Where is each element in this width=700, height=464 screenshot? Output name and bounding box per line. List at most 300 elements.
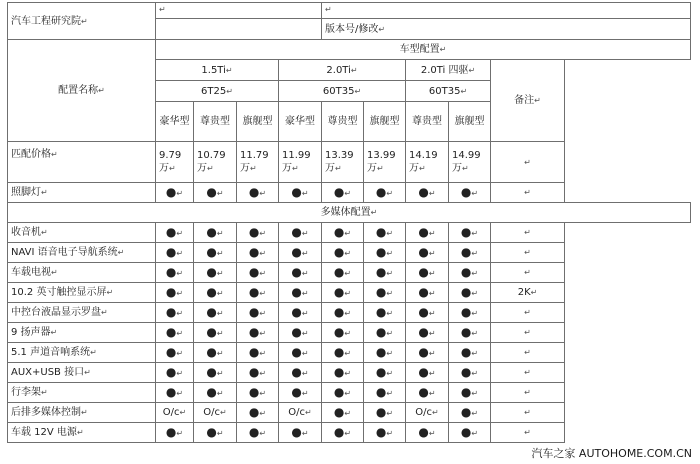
price-unit: [282, 162, 318, 175]
standard-dot: ●: [375, 364, 387, 379]
feature-value: [364, 403, 406, 423]
feature-value: [194, 403, 237, 423]
paragraph-mark: ↵: [50, 328, 58, 337]
paragraph-mark: ↵: [386, 308, 394, 318]
feature-value: [237, 383, 279, 403]
paragraph-mark: ↵: [344, 188, 352, 198]
feature-value: [322, 363, 364, 383]
paragraph-mark: ↵: [386, 408, 394, 418]
paragraph-mark: ↵: [51, 268, 58, 277]
paragraph-mark: ↵: [101, 308, 108, 317]
standard-dot: ●: [375, 264, 387, 279]
paragraph-mark: ↵: [428, 428, 436, 438]
paragraph-mark: ↵: [216, 248, 224, 258]
standard-dot: ●: [333, 404, 345, 419]
feature-row: [8, 383, 691, 403]
standard-dot: ●: [291, 424, 302, 439]
paragraph-mark: ↵: [524, 408, 531, 417]
paragraph-mark: ↵: [471, 248, 479, 258]
paragraph-mark: ↵: [176, 428, 184, 438]
standard-dot: ●: [248, 364, 260, 379]
feature-value: [194, 263, 237, 283]
paragraph-mark: ↵: [216, 308, 224, 318]
standard-dot: ●: [165, 184, 177, 199]
paragraph-mark: ↵: [259, 328, 267, 338]
feature-value: [406, 383, 449, 403]
paragraph-mark: ↵: [301, 388, 309, 398]
paragraph-mark: ↵: [524, 388, 531, 397]
optional-mark: O/c: [203, 407, 221, 418]
standard-dot: ●: [460, 364, 472, 379]
paragraph-mark: ↵: [471, 268, 479, 278]
standard-dot: ●: [248, 304, 260, 319]
feature-value: [364, 263, 406, 283]
standard-dot: ●: [291, 324, 302, 339]
paragraph-mark: ↵: [301, 328, 309, 338]
price-cell: [449, 142, 491, 183]
feature-value: [194, 363, 237, 383]
paragraph-mark: ↵: [301, 188, 309, 198]
feature-value: [156, 263, 194, 283]
paragraph-mark: ↵: [344, 408, 352, 418]
paragraph-mark: ↵: [301, 248, 309, 258]
standard-dot: ●: [418, 184, 429, 199]
feature-value: [194, 343, 237, 363]
price-label-text: 匹配价格: [11, 149, 51, 160]
standard-dot: ●: [291, 244, 302, 259]
trim-cell: 尊贵型: [406, 102, 449, 142]
standard-dot: ●: [418, 264, 429, 279]
feature-value: [364, 383, 406, 403]
feature-value: [194, 303, 237, 323]
feature-row: [8, 323, 691, 343]
paragraph-mark: ↵: [471, 188, 479, 198]
standard-dot: ●: [375, 304, 387, 319]
paragraph-mark: ↵: [301, 428, 309, 438]
standard-dot: ●: [206, 304, 217, 319]
trim-cell: 豪华型: [279, 102, 322, 142]
paragraph-mark: ↵: [259, 188, 267, 198]
price-unit-text: 万: [240, 163, 250, 174]
paragraph-mark: ↵: [386, 228, 394, 238]
standard-dot: ●: [333, 344, 345, 359]
feature-value: [156, 343, 194, 363]
feature-value: [322, 243, 364, 263]
feature-label: [8, 223, 156, 243]
standard-dot: ●: [206, 264, 217, 279]
feature-value: [364, 243, 406, 263]
paragraph-mark: ↵: [259, 368, 267, 378]
standard-dot: ●: [165, 244, 177, 259]
feature-value: [156, 223, 194, 243]
paragraph-mark: ↵: [524, 308, 531, 317]
paragraph-mark: ↵: [524, 248, 531, 257]
feature-value: [237, 403, 279, 423]
feature-value: [322, 183, 364, 203]
paragraph-mark: ↵: [386, 388, 394, 398]
feature-value: [406, 343, 449, 363]
feature-label-text: 照脚灯: [11, 187, 41, 198]
feature-value: [279, 223, 322, 243]
paragraph-mark: ↵: [370, 208, 378, 217]
multimedia-section-row: [8, 203, 691, 223]
standard-dot: ●: [375, 324, 387, 339]
trim-cell: 旗舰型: [449, 102, 491, 142]
price-cell: [237, 142, 279, 183]
paragraph-mark: ↵: [259, 228, 267, 238]
paragraph-mark: ↵: [462, 164, 469, 173]
feature-label-text: 车载 12V 电源: [11, 427, 77, 438]
feature-label: [8, 183, 156, 203]
paragraph-mark: ↵: [176, 228, 184, 238]
config-name-label: 配置名称↵: [8, 40, 156, 142]
paragraph-mark: ↵: [259, 288, 267, 298]
feature-label-text: 中控台液晶显示罗盘: [11, 307, 101, 318]
feature-value: [322, 263, 364, 283]
feature-value: [156, 243, 194, 263]
standard-dot: ●: [206, 184, 217, 199]
standard-dot: ●: [206, 284, 217, 299]
paragraph-mark: ↵: [41, 188, 48, 197]
paragraph-mark: ↵: [41, 388, 48, 397]
paragraph-mark: ↵: [259, 388, 267, 398]
feature-label-text: AUX+USB 接口: [11, 367, 85, 378]
price-cell: [364, 142, 406, 183]
feature-value: [449, 183, 491, 203]
remark-cell: [491, 303, 565, 323]
paragraph-mark: ↵: [428, 348, 436, 358]
standard-dot: ●: [248, 424, 260, 439]
paragraph-mark: ↵: [259, 408, 267, 418]
feature-value: [322, 343, 364, 363]
paragraph-mark: ↵: [259, 248, 267, 258]
optional-mark: O/c: [415, 407, 433, 418]
standard-dot: ●: [248, 184, 260, 199]
paragraph-mark: ↵: [471, 428, 479, 438]
feature-label: [8, 423, 156, 443]
standard-dot: ●: [206, 424, 217, 439]
paragraph-mark: ↵: [386, 268, 394, 278]
engine-name: 1.5Ti↵: [156, 60, 279, 81]
paragraph-mark: ↵: [301, 368, 309, 378]
standard-dot: ●: [375, 244, 387, 259]
price-unit: [367, 162, 402, 175]
feature-label-text: 后排多媒体控制: [11, 407, 81, 418]
paragraph-mark: ↵: [377, 164, 384, 173]
feature-row: [8, 263, 691, 283]
paragraph-mark: ↵: [524, 368, 531, 377]
feature-value: [364, 183, 406, 203]
standard-dot: ●: [460, 344, 472, 359]
blank-cell: [156, 19, 322, 40]
feature-value: [322, 423, 364, 443]
paragraph-mark: ↵: [176, 248, 184, 258]
trim-cell: 尊贵型: [322, 102, 364, 142]
paragraph-mark: ↵: [335, 164, 342, 173]
paragraph-mark: ↵: [220, 408, 227, 417]
remark-cell: [491, 263, 565, 283]
feature-value: [279, 183, 322, 203]
remark-text: 2K: [517, 287, 531, 298]
paragraph-mark: ↵: [301, 308, 309, 318]
paragraph-mark: ↵: [117, 248, 125, 257]
paragraph-mark: ↵: [176, 308, 184, 318]
standard-dot: ●: [291, 384, 302, 399]
feature-value: [364, 363, 406, 383]
feature-value: [156, 363, 194, 383]
trim-cell: 旗舰型: [364, 102, 406, 142]
paragraph-mark: ↵: [471, 408, 479, 418]
standard-dot: ●: [165, 424, 177, 439]
feature-value: [449, 223, 491, 243]
paragraph-mark: ↵: [106, 288, 114, 297]
feature-label-text: 行李架: [11, 387, 41, 398]
feature-value: [194, 383, 237, 403]
feature-label-text: 9 扬声器: [11, 327, 51, 338]
feature-value: [237, 223, 279, 243]
standard-dot: ●: [248, 404, 260, 419]
feature-row: [8, 423, 691, 443]
paragraph-mark: ↵: [471, 328, 479, 338]
paragraph-mark: ↵: [216, 188, 224, 198]
price-cell: [156, 142, 194, 183]
paragraph-mark: ↵: [344, 268, 352, 278]
remark-cell: [491, 363, 565, 383]
feature-value: [322, 403, 364, 423]
feature-value: [364, 283, 406, 303]
feature-row: [8, 183, 691, 203]
price-value: 14.19: [409, 150, 438, 161]
price-value: 13.99: [367, 150, 396, 161]
standard-dot: ●: [165, 224, 177, 239]
price-unit: [409, 162, 445, 175]
standard-dot: ●: [418, 304, 429, 319]
feature-value: [237, 303, 279, 323]
paragraph-mark: ↵: [259, 268, 267, 278]
version-label: 版本号/修改↵: [322, 19, 691, 40]
paragraph-mark: ↵: [216, 388, 224, 398]
paragraph-mark: ↵: [216, 368, 224, 378]
feature-value: [279, 243, 322, 263]
paragraph-mark: ↵: [216, 288, 224, 298]
feature-value: [156, 323, 194, 343]
standard-dot: ●: [291, 304, 302, 319]
paragraph-mark: ↵: [84, 368, 91, 377]
paragraph-mark: ↵: [524, 157, 531, 167]
standard-dot: ●: [333, 304, 345, 319]
price-value: 13.39: [325, 150, 354, 161]
feature-value: [449, 323, 491, 343]
paragraph-mark: ↵: [176, 188, 184, 198]
standard-dot: ●: [375, 344, 387, 359]
paragraph-mark: ↵: [419, 164, 426, 173]
feature-value: [237, 323, 279, 343]
paragraph-mark: ↵: [344, 328, 352, 338]
feature-row: [8, 223, 691, 243]
paragraph-mark: ↵: [428, 188, 436, 198]
paragraph-mark: ↵: [179, 408, 187, 417]
standard-dot: ●: [333, 264, 345, 279]
feature-value: [237, 283, 279, 303]
standard-dot: ●: [460, 304, 472, 319]
standard-dot: ●: [418, 364, 429, 379]
feature-value: [364, 223, 406, 243]
feature-label: [8, 363, 156, 383]
feature-value: [279, 403, 322, 423]
feature-value: [279, 283, 322, 303]
feature-value: [322, 283, 364, 303]
paragraph-mark: ↵: [471, 228, 479, 238]
price-row: [8, 142, 691, 183]
price-cell: [279, 142, 322, 183]
remark-cell: [491, 323, 565, 343]
engine-code: 60T35↵: [406, 81, 491, 102]
standard-dot: ●: [291, 344, 302, 359]
feature-value: [322, 303, 364, 323]
paragraph-mark: ↵: [428, 328, 436, 338]
paragraph-mark: ↵: [428, 308, 436, 318]
feature-value: [322, 223, 364, 243]
price-value: 10.79: [197, 150, 226, 161]
config-section-row: [8, 40, 691, 60]
paragraph-mark: ↵: [428, 388, 436, 398]
feature-value: [406, 283, 449, 303]
standard-dot: ●: [333, 224, 345, 239]
paragraph-mark: ↵: [259, 308, 267, 318]
remark-cell: [491, 423, 565, 443]
paragraph-mark: ↵: [344, 228, 352, 238]
engine-code: 6T25↵: [156, 81, 279, 102]
paragraph-mark: ↵: [471, 288, 479, 298]
standard-dot: ●: [460, 424, 472, 439]
remark-cell: [491, 283, 565, 303]
standard-dot: ●: [460, 384, 472, 399]
standard-dot: ●: [460, 244, 472, 259]
feature-label: [8, 343, 156, 363]
standard-dot: ●: [418, 284, 429, 299]
feature-value: [156, 423, 194, 443]
engine-name: 2.0Ti 四驱↵: [406, 60, 491, 81]
optional-mark: O/c: [288, 407, 306, 418]
config-section-title: 车型配置↵: [156, 40, 691, 60]
paragraph-mark: ↵: [524, 428, 531, 437]
org-name: 汽车工程研究院↵: [8, 3, 156, 40]
optional-mark: O/c: [162, 407, 180, 418]
price-cell: [194, 142, 237, 183]
trim-cell: 旗舰型: [237, 102, 279, 142]
paragraph-mark: ↵: [176, 288, 184, 298]
feature-row: [8, 283, 691, 303]
standard-dot: ●: [333, 324, 345, 339]
feature-label: [8, 263, 156, 283]
paragraph-mark: ↵: [428, 228, 436, 238]
feature-label-text: NAVI 语音电子导航系统: [11, 247, 118, 258]
price-unit-text: 万: [159, 163, 169, 174]
feature-label-text: 收音机: [11, 227, 41, 238]
feature-value: [237, 363, 279, 383]
standard-dot: ●: [165, 364, 177, 379]
feature-value: [279, 263, 322, 283]
standard-dot: ●: [375, 224, 387, 239]
paragraph-mark: ↵: [259, 348, 267, 358]
feature-row: [8, 363, 691, 383]
paragraph-mark: ↵: [428, 248, 436, 258]
paragraph-mark: ↵: [301, 268, 309, 278]
feature-value: [194, 223, 237, 243]
feature-value: [322, 323, 364, 343]
feature-value: [406, 263, 449, 283]
feature-value: [449, 283, 491, 303]
paragraph-mark: ↵: [216, 328, 224, 338]
price-value: 11.99: [282, 150, 311, 161]
feature-value: [279, 303, 322, 323]
standard-dot: ●: [333, 424, 345, 439]
feature-row: [8, 343, 691, 363]
paragraph-mark: ↵: [386, 188, 394, 198]
feature-value: [364, 343, 406, 363]
feature-value: [364, 303, 406, 323]
feature-value: [449, 343, 491, 363]
paragraph-mark: ↵: [216, 348, 224, 358]
feature-value: [406, 363, 449, 383]
multimedia-section-title: [8, 203, 691, 223]
standard-dot: ●: [375, 184, 387, 199]
standard-dot: ●: [206, 224, 217, 239]
feature-value: [279, 343, 322, 363]
standard-dot: ●: [460, 264, 472, 279]
standard-dot: ●: [418, 324, 429, 339]
paragraph-mark: ↵: [386, 328, 394, 338]
paragraph-mark: ↵: [344, 308, 352, 318]
standard-dot: ●: [248, 224, 260, 239]
paragraph-mark: ↵: [90, 348, 97, 357]
remark-cell: [491, 383, 565, 403]
feature-value: [279, 323, 322, 343]
price-unit: [197, 162, 233, 175]
paragraph-mark: ↵: [524, 328, 531, 337]
standard-dot: ●: [418, 224, 429, 239]
standard-dot: ●: [165, 344, 177, 359]
paragraph-mark: ↵: [386, 428, 394, 438]
standard-dot: ●: [206, 244, 217, 259]
price-unit-text: 万: [282, 163, 292, 174]
feature-value: [406, 183, 449, 203]
remark-cell: [491, 223, 565, 243]
paragraph-mark: ↵: [386, 348, 394, 358]
feature-value: [449, 403, 491, 423]
standard-dot: ●: [291, 284, 302, 299]
feature-value: [194, 423, 237, 443]
blank-cell: ↵: [156, 3, 322, 19]
standard-dot: ●: [165, 324, 177, 339]
price-unit-text: 万: [325, 163, 336, 174]
paragraph-mark: ↵: [344, 388, 352, 398]
feature-value: [449, 243, 491, 263]
price-unit: [159, 162, 190, 175]
price-unit-text: 万: [367, 163, 378, 174]
feature-value: [449, 263, 491, 283]
feature-value: [237, 343, 279, 363]
paragraph-mark: ↵: [81, 408, 88, 417]
feature-label-text: 车载电视: [11, 267, 51, 278]
standard-dot: ●: [248, 324, 260, 339]
paragraph-mark: ↵: [524, 188, 531, 197]
standard-dot: ●: [248, 244, 260, 259]
feature-label: [8, 403, 156, 423]
paragraph-mark: ↵: [471, 388, 479, 398]
remark-cell: [491, 142, 565, 183]
price-cell: [406, 142, 449, 183]
